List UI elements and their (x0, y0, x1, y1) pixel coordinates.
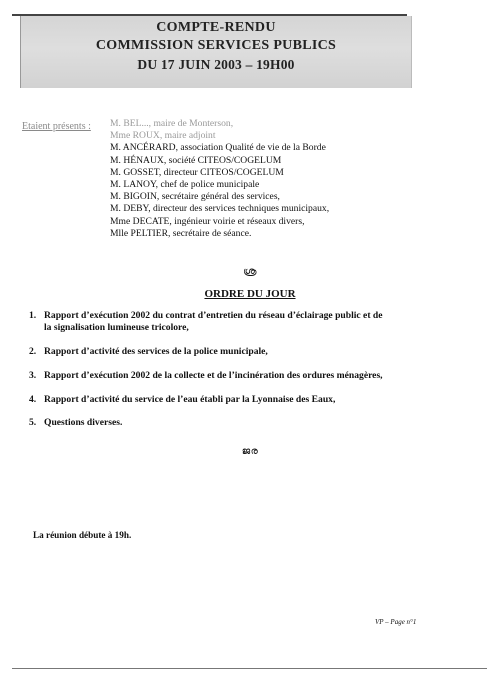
attendees-list (110, 118, 329, 240)
agenda-item-number: 2. (29, 346, 37, 357)
document-header (20, 16, 412, 88)
attendee-item: M. BIGOIN, secrétaire général des services, (110, 191, 280, 203)
section-separator-ornament: ജര (241, 446, 259, 457)
agenda-title: ORDRE DU JOUR (204, 288, 296, 300)
attendee-item: M. HÉNAUX, société CITEOS/COGELUM (110, 154, 282, 166)
page-bottom-edge (12, 668, 487, 669)
attendees-label: Etaient présents : (22, 121, 91, 132)
agenda-item-text: Rapport d’exécution 2002 de la collecte et de l’incinération des ordures ménagères, (44, 370, 383, 381)
attendee-item: Mme ROUX, maire adjoint (110, 130, 216, 142)
attendee-item: M. ANCÉRARD, association Qualité de vie de la Borde (110, 142, 326, 154)
attendee-item: Mlle PELTIER, secrétaire de séance. (110, 227, 252, 239)
agenda-item-number: 1. (29, 310, 37, 321)
attendee-item: Mme DECATE, ingénieur voirie et réseaux divers, (110, 215, 305, 227)
agenda-item-text: Questions diverses. (44, 417, 123, 428)
header-title: COMPTE-RENDU (156, 20, 276, 35)
attendee-item: M. BEL..., maire de Monterson, (110, 118, 234, 129)
attendee-item: M. DEBY, directeur des services techniques municipaux, (110, 203, 330, 215)
header-date: DU 17 JUIN 2003 – 19H00 (137, 57, 295, 72)
page-footer: VP – Page n°1 (375, 618, 417, 626)
agenda-item-text: Rapport d’activité du service de l’eau établi par la Lyonnaise des Eaux, (44, 394, 336, 405)
agenda-item-text-continued: la signalisation lumineuse tricolore, (44, 322, 189, 333)
header-commission: COMMISSION SERVICES PUBLICS (95, 38, 337, 53)
section-separator-ornament: ശ്ര (243, 266, 257, 277)
agenda-item-text: Rapport d’activité des services de la police municipale, (44, 346, 268, 357)
attendee-item: M. LANOY, chef de police municipale (110, 179, 260, 191)
attendee-item: M. GOSSET, directeur CITEOS/COGELUM (110, 166, 284, 178)
agenda-item-number: 3. (29, 370, 37, 381)
meeting-start-note: La réunion débute à 19h. (33, 530, 132, 540)
agenda-item-text: Rapport d’exécution 2002 du contrat d’entretien du réseau d’éclairage public et de (44, 310, 383, 321)
agenda-item-number: 4. (29, 394, 37, 405)
agenda-item-number: 5. (29, 417, 37, 428)
